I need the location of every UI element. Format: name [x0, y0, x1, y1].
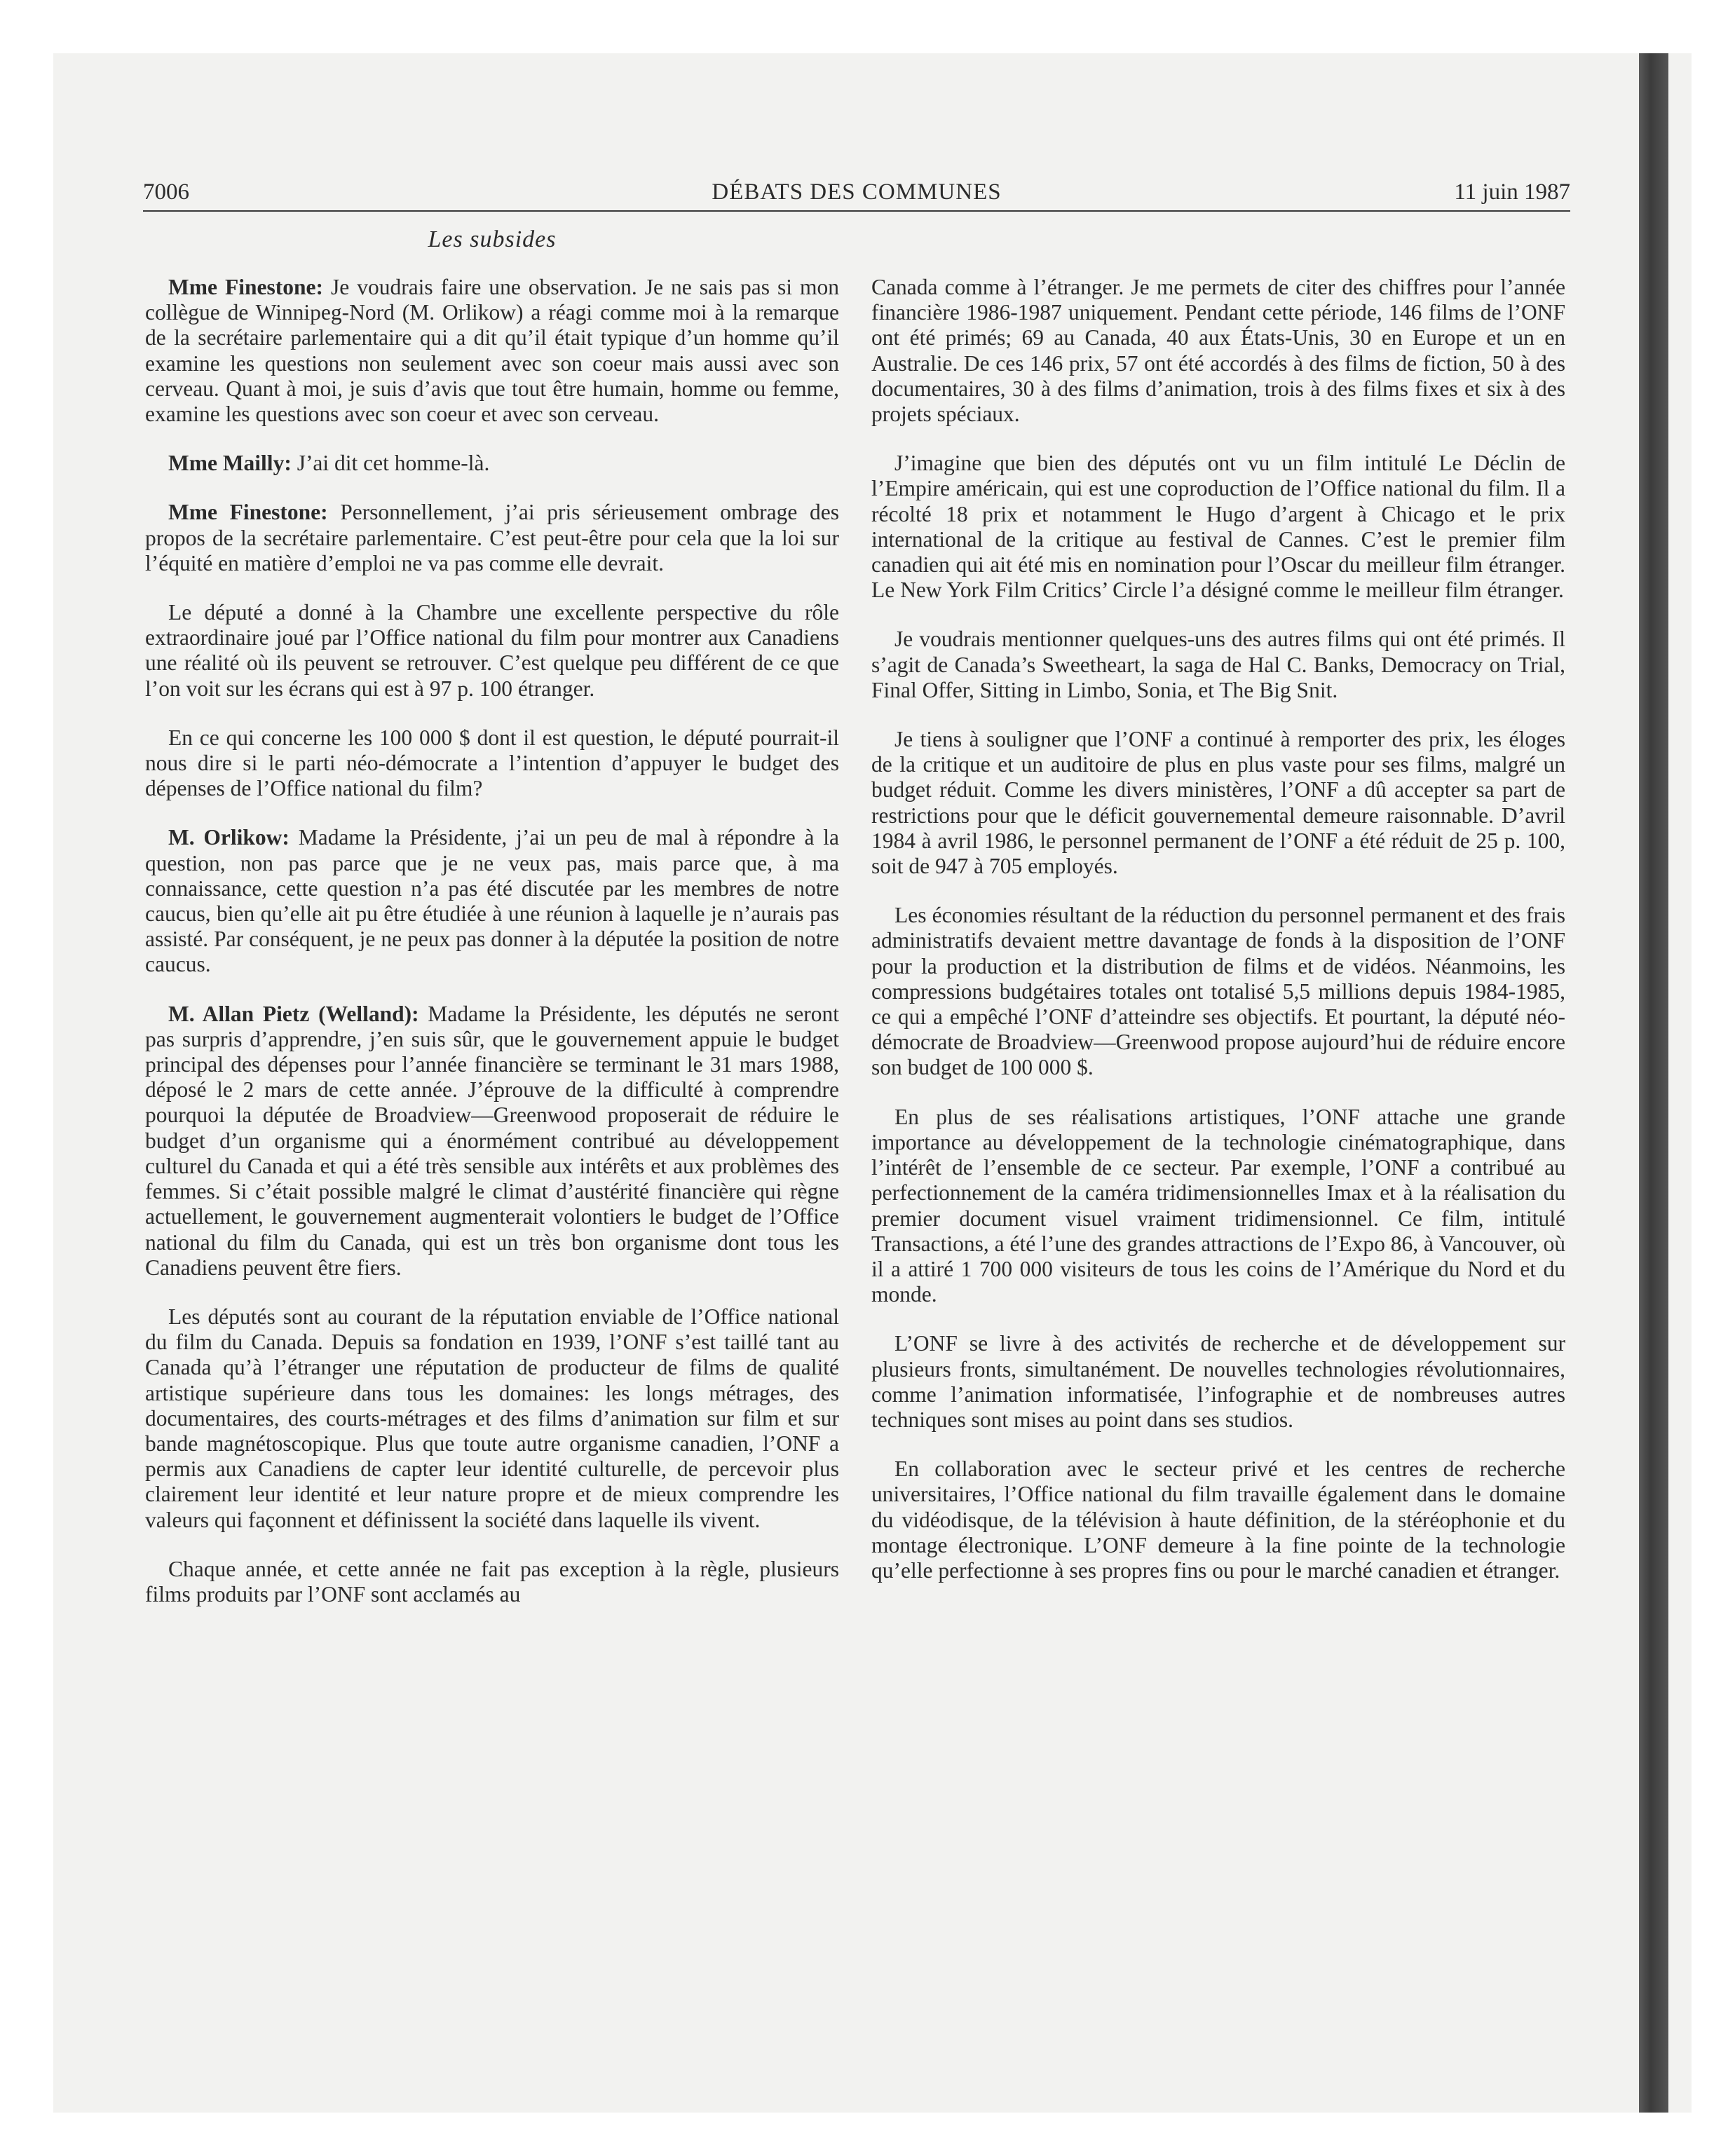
page-binding-edge [1639, 53, 1668, 2113]
section-title: Les subsides [428, 226, 557, 252]
paragraph-text: Les députés sont au courant de la réputation enviable de l’Office national du film du Canada. Depuis sa fondation en 1939, l’ONF s’est taillé tant au Canada qu’à l’étranger une réputation de producteur de films de qualité artistique supérieure dans tous les domaines: les longs métrages, des documentaires, des courts-métrages et des films d’animation sur film et sur bande magnétoscopique. Plus que toute autre organisme canadien, l’ONF a permis aux Canadiens de capter leur identité culturelle, de percevoir plus clairement leur identité et leur nature propre et de mieux comprendre les valeurs qui façonnent et définissent la société dans laquelle ils vivent. [145, 1304, 839, 1532]
paragraph-text: En ce qui concerne les 100 000 $ dont il est question, le député pourrait-il nous dire si le parti néo-démocrate a l’intention d’appuyer le budget des dépenses de l’Office national du film? [145, 725, 839, 801]
page-header [143, 178, 1570, 212]
paragraph: Les économies résultant de la réduction du personnel permanent et des frais administratifs devaient mettre davantage de fonds à la disposition de l’ONF pour la production et la distribution de films et de vidéos. Néanmoins, les compressions budgétaires totales ont totalisé 5,5 millions depuis 1984-1985, ce qui a empêché l’ONF d’atteindre ses objectifs. Et pourtant, la député néo-démocrate de Broadview—Greenwood propose aujourd’hui de réduire encore son budget de 100 000 $. [871, 903, 1565, 1080]
paragraph: En plus de ses réalisations artistiques, l’ONF attache une grande importance au développement de la technologie cinématographique, dans l’intérêt de l’ensemble de ce secteur. Par exemple, l’ONF a contribué au perfectionnement de la caméra tridimensionnelles Imax et à la réalisation du premier document visuel vraiment tridimensionnel. Ce film, intitulé Transactions, a été l’une des grandes attractions de l’Expo 86, à Vancouver, où il a attiré 1 700 000 visiteurs de tous les coins de l’Amérique du Nord et du monde. [871, 1104, 1565, 1307]
paragraph [145, 1304, 839, 1533]
right-column [871, 275, 1565, 1607]
paragraph [145, 1557, 839, 1607]
paragraph: Je voudrais mentionner quelques-uns des autres films qui ont été primés. Il s’agit de Canada’s Sweetheart, la saga de Hal C. Banks, Democracy on Trial, Final Offer, Sitting in Limbo, Sonia, et The Big Snit. [871, 627, 1565, 702]
paragraph-text: Madame la Présidente, les députés ne seront pas surpris d’apprendre, j’en suis sûr, que le gouvernement appuie le budget principal des dépenses pour l’année financière se terminant le 31 mars 1988, déposé le 2 mars de cette année. J’éprouve de la difficulté à comprendre pourquoi la députée de Broadview—Greenwood proposerait de réduire le budget d’un organisme qui a énormément contribué au développement culturel du Canada et qui a été très sensible aux intérêts et aux problèmes des femmes. Si c’était possible malgré le climat d’austérité financière qui règne actuellement, le gouvernement augmenterait volontiers le budget de l’Office national du film du Canada, qui est un très bon organisme dont tous les Canadiens peuvent être fiers. [145, 1001, 840, 1280]
paragraph-text: Je voudrais faire une observation. Je ne sais pas si mon collègue de Winnipeg-Nord (M. Orlikow) a réagi comme moi à la remarque de la secrétaire parlementaire qui a dit qu’il était typique d’un homme qu’il examine les questions non seulement avec son coeur mais aussi avec son cerveau. Quant à moi, je suis d’avis que tout être humain, homme ou femme, examine les questions avec son coeur et avec son cerveau. [145, 275, 839, 427]
paragraph [145, 600, 839, 702]
paragraph: L’ONF se livre à des activités de recherche et de développement sur plusieurs fronts, simultanément. De nouvelles technologies révolutionnaires, comme l’animation informatisée, l’infographie et de nombreuses autres techniques sont mises au point dans ses studios. [871, 1331, 1565, 1432]
page-date: 11 juin 1987 [1454, 179, 1570, 205]
speaker-name: M. Orlikow: [168, 825, 290, 850]
paragraph-text: Le député a donné à la Chambre une excellente perspective du rôle extraordinaire joué par l’Office national du film pour montrer aux Canadiens une réalité où ils peuvent se retrouver. C’est quelque peu différent de ce que l’on voit sur les écrans qui est à 97 p. 100 étranger. [145, 600, 839, 701]
page-number: 7006 [143, 179, 189, 205]
paragraph: En collaboration avec le secteur privé et les centres de recherche universitaires, l’Office national du film travaille également dans le domaine du vidéodisque, de la télévision à haute définition, de la stéréophonie et du montage électronique. L’ONF demeure à la fine pointe de la technologie qu’elle perfectionne à ses propres fins ou pour le marché canadien et étranger. [871, 1456, 1565, 1583]
speaker-name: Mme Mailly: [168, 451, 292, 476]
paragraph [145, 500, 839, 576]
paragraph-text: Chaque année, et cette année ne fait pas exception à la règle, plusieurs films produits par l’ONF sont acclamés au [145, 1556, 839, 1606]
publication-title: DÉBATS DES COMMUNES [712, 179, 1002, 205]
speaker-name: Mme Finestone: [168, 275, 323, 299]
paragraph-text: Madame la Présidente, j’ai un peu de mal à répondre à la question, non pas parce que je ne veux pas, mais parce que, à ma connaissance, cette question n’a pas été discutée par les membres de notre caucus, bien qu’elle ait pu être étudiée à une réunion à laquelle je n’aurais pas assisté. Par conséquent, je ne peux pas donner à la députée la position de notre caucus. [145, 825, 839, 977]
paragraph [145, 1002, 839, 1281]
speaker-name: Mme Finestone: [168, 500, 328, 525]
paragraph: Je tiens à souligner que l’ONF a continué à remporter des prix, les éloges de la critique et un auditoire de plus en plus vaste pour ses films, malgré un budget réduit. Comme les divers ministères, l’ONF a dû accepter sa part de restrictions pour que le déficit gouvernemental demeure raisonnable. D’avril 1984 à avril 1986, le personnel permanent de l’ONF a été réduit de 25 p. 100, soit de 947 à 705 employés. [871, 727, 1565, 879]
paragraph [145, 825, 839, 977]
speaker-name: M. Allan Pietz (Welland): [168, 1001, 419, 1026]
paragraph-text: J’ai dit cet homme-là. [291, 451, 490, 476]
paragraph [145, 275, 839, 427]
left-column [145, 275, 839, 1631]
paragraph: J’imagine que bien des députés ont vu un film intitulé Le Déclin de l’Empire américain, qui est une coproduction de l’Office national du film. Il a récolté 18 prix et notamment le Hugo d’argent à Chicago et le prix international de la critique au festival de Cannes. C’est le premier film canadien qui ait été mis en nomination pour l’Oscar du meilleur film étranger. Le New York Film Critics’ Circle l’a désigné comme le meilleur film étranger. [871, 451, 1565, 603]
paragraph: Canada comme à l’étranger. Je me permets de citer des chiffres pour l’année financière 1986-1987 uniquement. Pendant cette période, 146 films de l’ONF ont été primés; 69 au Canada, 40 aux États-Unis, 30 en Europe et un en Australie. De ces 146 prix, 57 ont été accordés à des films de fiction, 50 à des documentaires, 30 à des films d’animation, trois à des films fixes et six à des projets spéciaux. [871, 275, 1565, 427]
paragraph-text: Personnellement, j’ai pris sérieusement ombrage des propos de la secrétaire parlementaire. C’est peut-être pour cela que la loi sur l’équité en matière d’emploi ne va pas comme elle devrait. [145, 500, 839, 575]
paragraph [145, 725, 839, 802]
paragraph [145, 451, 839, 476]
